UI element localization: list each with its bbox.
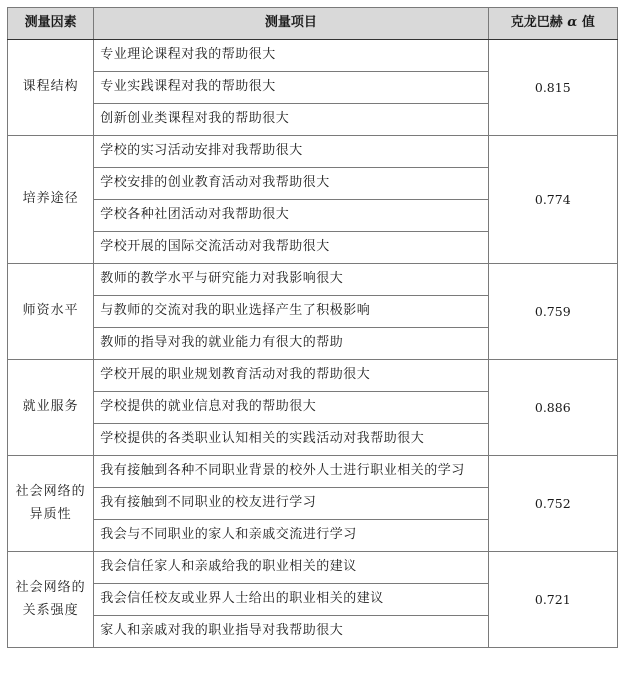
item-cell: 我会信任家人和亲戚给我的职业相关的建议 [94, 552, 488, 584]
alpha-cell: 0.815 [488, 40, 617, 136]
item-cell: 学校开展的职业规划教育活动对我的帮助很大 [94, 360, 488, 392]
table-body [8, 40, 618, 648]
item-cell: 学校安排的创业教育活动对我帮助很大 [94, 168, 488, 200]
factor-cell: 就业服务 [8, 360, 94, 456]
table-row [8, 456, 618, 488]
header-item: 测量项目 [94, 8, 488, 40]
item-cell: 创新创业类课程对我的帮助很大 [94, 104, 488, 136]
item-cell: 与教师的交流对我的职业选择产生了积极影响 [94, 296, 488, 328]
factor-cell: 师资水平 [8, 264, 94, 360]
table-row [8, 40, 618, 72]
alpha-cell: 0.886 [488, 360, 617, 456]
header-alpha [488, 8, 617, 40]
item-cell: 教师的指导对我的就业能力有很大的帮助 [94, 328, 488, 360]
item-cell: 我有接触到不同职业的校友进行学习 [94, 488, 488, 520]
item-cell: 学校开展的国际交流活动对我帮助很大 [94, 232, 488, 264]
factor-cell: 社会网络的异质性 [8, 456, 94, 552]
item-cell: 学校的实习活动安排对我帮助很大 [94, 136, 488, 168]
table-row [8, 360, 618, 392]
alpha-cell: 0.759 [488, 264, 617, 360]
item-cell: 家人和亲戚对我的职业指导对我帮助很大 [94, 616, 488, 648]
alpha-cell: 0.752 [488, 456, 617, 552]
table-row [8, 136, 618, 168]
factor-cell: 培养途径 [8, 136, 94, 264]
header-factor: 测量因素 [8, 8, 94, 40]
item-cell: 我有接触到各种不同职业背景的校外人士进行职业相关的学习 [94, 456, 488, 488]
item-cell: 专业实践课程对我的帮助很大 [94, 72, 488, 104]
header-alpha-symbol: α [567, 15, 578, 31]
alpha-cell: 0.721 [488, 552, 617, 648]
item-cell: 我会与不同职业的家人和亲戚交流进行学习 [94, 520, 488, 552]
item-cell: 学校各种社团活动对我帮助很大 [94, 200, 488, 232]
item-cell: 教师的教学水平与研究能力对我影响很大 [94, 264, 488, 296]
item-cell: 学校提供的就业信息对我的帮助很大 [94, 392, 488, 424]
table-row [8, 264, 618, 296]
reliability-table [7, 7, 618, 648]
header-alpha-suffix: 值 [581, 15, 595, 31]
item-cell: 我会信任校友或业界人士给出的职业相关的建议 [94, 584, 488, 616]
item-cell: 专业理论课程对我的帮助很大 [94, 40, 488, 72]
table-header [8, 8, 618, 40]
header-row [8, 8, 618, 40]
alpha-cell: 0.774 [488, 136, 617, 264]
table-row [8, 552, 618, 584]
factor-cell: 社会网络的关系强度 [8, 552, 94, 648]
header-alpha-prefix: 克龙巴赫 [510, 15, 563, 31]
item-cell: 学校提供的各类职业认知相关的实践活动对我帮助很大 [94, 424, 488, 456]
factor-cell: 课程结构 [8, 40, 94, 136]
